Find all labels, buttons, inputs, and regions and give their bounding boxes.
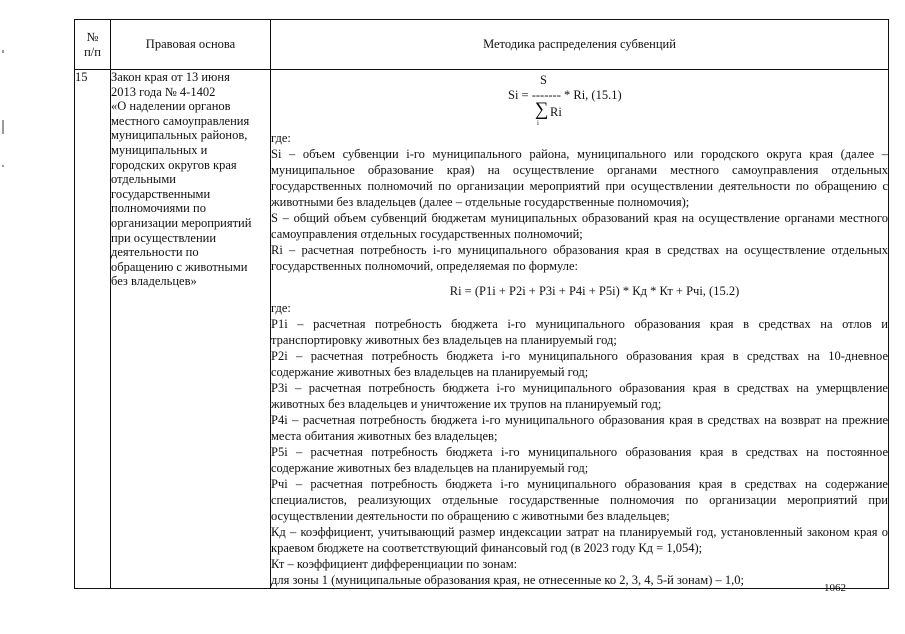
definitions-block-1 <box>271 146 888 274</box>
definition-paragraph: P2i – расчетная потребность бюджета i-го муниципального образования края в средствах на 10-дневное содержание животных без владельцев на планируемый год; <box>271 349 888 379</box>
legal-basis-line: организации мероприятий <box>111 215 252 230</box>
formula-main-line: Si = ------- * Ri, (15.1) <box>508 88 622 102</box>
sum-icon: ∑ <box>535 99 549 120</box>
legal-basis-line: государственными <box>111 186 211 201</box>
legal-basis-line: полномочиями по <box>111 201 206 216</box>
legal-basis-cell <box>111 70 271 589</box>
header-legal-basis: Правовая основа <box>111 20 271 70</box>
scan-margin-mark <box>2 165 4 167</box>
legal-basis-line: деятельности по <box>111 245 199 260</box>
definition-paragraph: P3i – расчетная потребность бюджета i-го муниципального образования края в средствах на умерщвление животных без владельцев и уничтожение их трупов на планируемый год; <box>271 381 888 411</box>
definition-paragraph: Ri – расчетная потребность i-го муниципального образования края в средствах на осуществление отдельных государственных полномочий, определяемая по формуле: <box>271 243 888 273</box>
legal-basis-line: городских округов края <box>111 157 237 172</box>
subsidy-table <box>74 19 889 589</box>
scan-margin-mark <box>2 50 4 53</box>
header-number-line1: № <box>86 29 99 44</box>
table-header-row <box>75 20 889 70</box>
definition-paragraph: Кд – коэффициент, учитывающий размер индексации затрат на планируемый год, установленный законом края о краевом бюджете на соответствующий финансовый год (в 2023 году Кд = 1,054); <box>271 525 888 555</box>
formula-denominator: Ri <box>550 105 562 119</box>
formula-15-1 <box>271 70 888 130</box>
legal-basis-line: при осуществлении <box>111 230 217 245</box>
legal-basis-line: местного самоуправления <box>111 113 250 128</box>
header-methodology: Методика распределения субвенций <box>271 20 889 70</box>
header-number-line2: п/п <box>84 44 101 59</box>
legal-basis-line: Закон края от 13 июня <box>111 70 230 84</box>
legal-basis-line: «О наделении органов <box>111 99 231 114</box>
where-label: где: <box>271 301 291 315</box>
legal-basis-line: муниципальных районов, <box>111 128 248 143</box>
legal-basis-line: 2013 года № 4-1402 <box>111 84 216 99</box>
definition-paragraph: Кт – коэффициент дифференциации по зонам: <box>271 557 518 571</box>
methodology-cell <box>271 70 889 589</box>
legal-basis-line: отдельными <box>111 172 176 187</box>
definition-paragraph: Рчi – расчетная потребность бюджета i-го муниципального образования края в средствах на содержание специалистов, реализующих отдельные государственные полномочия по организации мероприятий при осуществлении деятельности по обращению с животными без владельцев; <box>271 477 888 523</box>
legal-basis-line: без владельцев» <box>111 274 197 289</box>
definitions-block-2 <box>271 316 888 588</box>
definition-paragraph: S – общий объем субвенций бюджетам муниципальных образований края на осуществление органами местного самоуправления отдельных государственных полномочий; <box>271 211 888 241</box>
formula-15-2: Ri = (P1i + P2i + P3i + P4i + P5i) * Кд * Кт + Рчi, (15.2) <box>449 284 740 298</box>
row-number: 15 <box>75 70 111 589</box>
definition-paragraph: P1i – расчетная потребность бюджета i-го муниципального образования края в средствах на отлов и транспортировку животных без владельцев на планируемый год; <box>271 317 888 347</box>
scan-margin-mark <box>2 120 4 134</box>
header-number <box>75 20 111 70</box>
definition-paragraph: Si – объем субвенции i-го муниципального района, муниципального или городского округа края (далее – муниципальное образование края) на осуществление органами местного самоуправления отдельных государственных полномочий по организации мероприятий при осуществлении деятельности по обращению с животными без владельцев (далее – отдельные государственные полномочия); <box>271 147 888 209</box>
definition-paragraph: P5i – расчетная потребность бюджета i-го муниципального образования края в средствах на постоянное содержание животных без владельцев на планируемый год; <box>271 445 888 475</box>
page-number: 1062 <box>824 582 846 594</box>
where-label: где: <box>271 131 291 145</box>
table-row <box>75 70 889 589</box>
definition-paragraph: для зоны 1 (муниципальные образования края, не отнесенные ко 2, 3, 4, 5-й зонам) – 1,0; <box>271 573 744 587</box>
definition-paragraph: P4i – расчетная потребность бюджета i-го муниципального образования края в средствах на возврат на прежние места обитания животных без владельцев; <box>271 413 888 443</box>
formula-sum-index: i <box>537 119 539 127</box>
legal-basis-line: муниципальных и <box>111 142 208 157</box>
legal-basis-line: обращению с животными <box>111 259 248 274</box>
formula-numerator: S <box>540 73 547 87</box>
